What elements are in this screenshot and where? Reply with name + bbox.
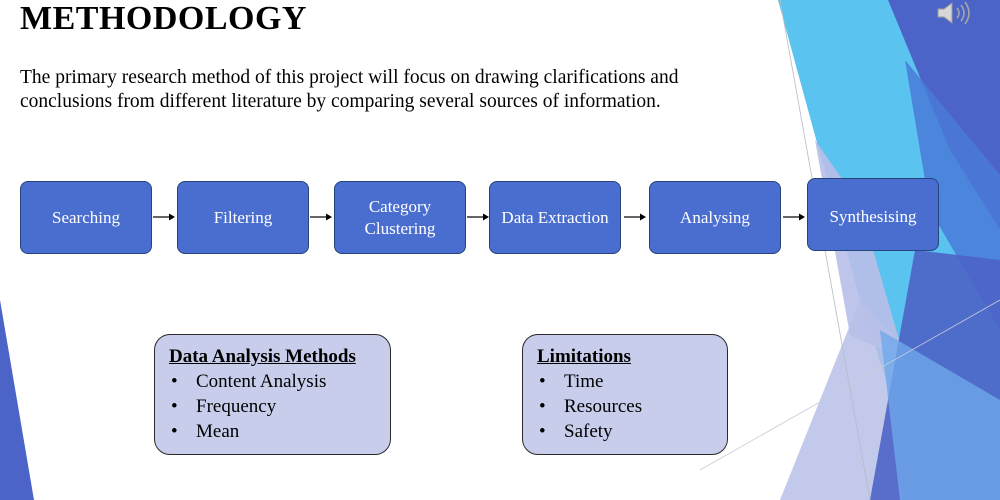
bullet-icon: • [171, 371, 178, 392]
list-item-label: Time [564, 371, 604, 392]
list-item [537, 369, 713, 394]
list-item [169, 419, 376, 444]
slide-title: METHODOLOGY [20, 0, 307, 37]
arrow-icon [624, 212, 646, 222]
list-item [537, 394, 713, 419]
limitations-heading: Limitations [537, 346, 631, 367]
arrow-icon [467, 212, 489, 222]
data-analysis-methods-heading: Data Analysis Methods [169, 346, 356, 367]
intro-paragraph: The primary research method of this project will focus on drawing clarifications and conclusions from different literature by comparing several sources of information. [20, 67, 679, 112]
data-analysis-methods-list [169, 369, 376, 444]
step-data-extraction: Data Extraction [489, 181, 621, 254]
limitations-list [537, 369, 713, 444]
arrow-icon [310, 212, 332, 222]
step-analysing: Analysing [649, 181, 781, 254]
step-category-clustering: Category Clustering [334, 181, 466, 254]
step-synthesising: Synthesising [807, 178, 939, 251]
bullet-icon: • [539, 421, 546, 442]
list-item [537, 419, 713, 444]
bullet-icon: • [539, 396, 546, 417]
data-analysis-methods-box [154, 334, 391, 455]
list-item-label: Content Analysis [196, 371, 327, 392]
bullet-icon: • [171, 421, 178, 442]
step-searching: Searching [20, 181, 152, 254]
list-item-label: Resources [564, 396, 643, 417]
list-item [169, 369, 376, 394]
list-item-label: Frequency [196, 396, 277, 417]
list-item-label: Mean [196, 421, 240, 442]
bullet-icon: • [539, 371, 546, 392]
step-filtering: Filtering [177, 181, 309, 254]
arrow-icon [153, 212, 175, 222]
list-item-label: Safety [564, 421, 613, 442]
speaker-icon[interactable] [935, 0, 973, 26]
list-item [169, 394, 376, 419]
decor-left-sliver [0, 300, 34, 500]
limitations-box [522, 334, 728, 455]
arrow-icon [783, 212, 805, 222]
bullet-icon: • [171, 396, 178, 417]
